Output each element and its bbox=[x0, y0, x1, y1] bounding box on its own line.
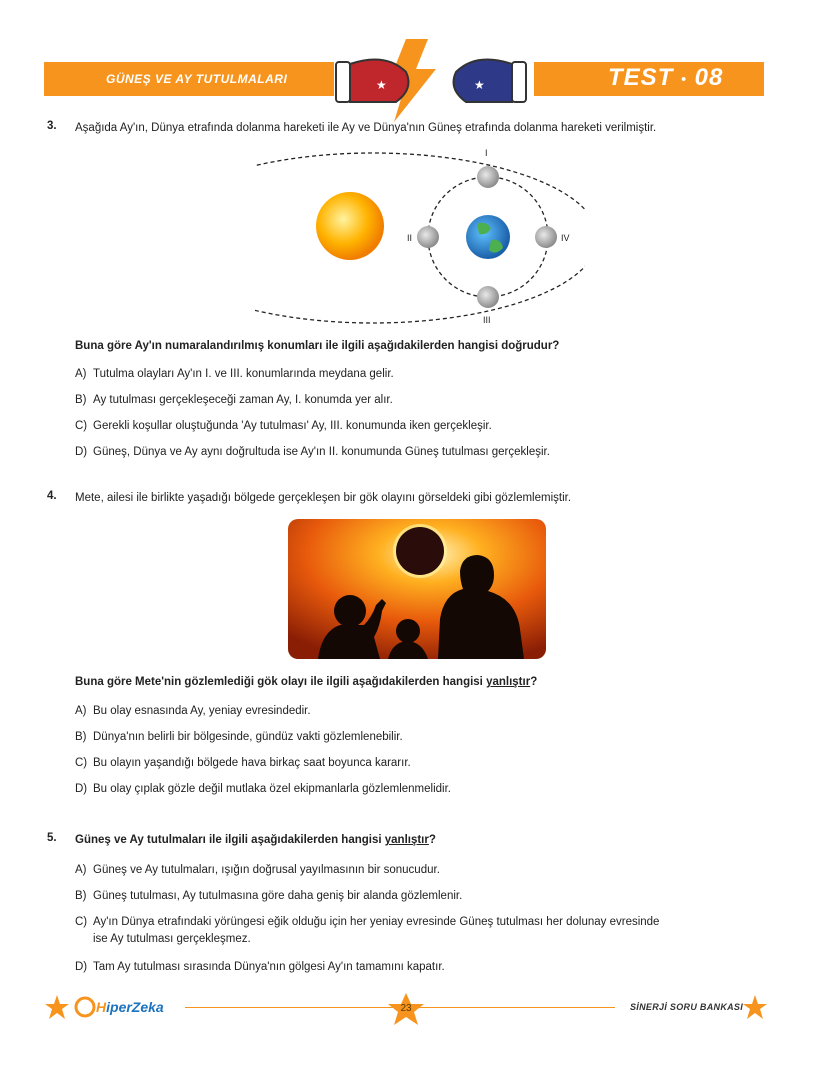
option-d[interactable]: D) Tam Ay tutulması sırasında Dünya'nın gölgesi Ay'ın tamamını kapatır. bbox=[75, 961, 445, 973]
option-c[interactable]: C) Gerekli koşullar oluştuğunda 'Ay tutulması' Ay, III. konumunda iken gerçekleşir. bbox=[75, 420, 492, 432]
sun-icon bbox=[316, 192, 384, 260]
svg-text:★: ★ bbox=[376, 78, 387, 92]
earth-icon bbox=[466, 215, 510, 259]
moon-position-2-icon bbox=[417, 226, 439, 248]
option-a[interactable]: A) Bu olay esnasında Ay, yeniay evresindedir. bbox=[75, 705, 311, 717]
question-number: 3. bbox=[47, 120, 57, 132]
option-d[interactable]: D) Bu olay çıplak gözle değil mutlaka özel ekipmanlarla gözlemlenmelidir. bbox=[75, 783, 451, 795]
unit-title: GÜNEŞ VE AY TUTULMALARI bbox=[106, 72, 288, 86]
label-II: II bbox=[407, 233, 413, 243]
page-number: 23 bbox=[400, 1003, 412, 1014]
option-b[interactable]: B) Güneş tutulması, Ay tutulmasına göre daha geniş bir alanda gözlemlenir. bbox=[75, 890, 463, 902]
option-c[interactable]: C) Bu olayın yaşandığı bölgede hava birkaç saat boyunca kararır. bbox=[75, 757, 411, 769]
question-number: 5. bbox=[47, 832, 57, 844]
boxing-gloves-icon bbox=[326, 34, 536, 124]
question-stem: Mete, ailesi ile birlikte yaşadığı bölgede gerçekleşen bir gök olayını görseldeki gibi gözlemlemiştir. bbox=[75, 492, 572, 504]
option-d[interactable]: D) Güneş, Dünya ve Ay aynı doğrultuda ise Ay'ın II. konumunda Güneş tutulması gerçekleşir. bbox=[75, 446, 550, 458]
brand-name: HiperZeka bbox=[96, 999, 164, 1015]
label-I: I bbox=[485, 148, 488, 158]
question-number: 4. bbox=[47, 490, 57, 502]
question-prompt: Buna göre Mete'nin gözlemlediği gök olayı ile ilgili aşağıdakilerden hangisi yanlıştır? bbox=[75, 676, 538, 688]
option-b[interactable]: B) Ay tutulması gerçekleşeceği zaman Ay, I. konumda yer alır. bbox=[75, 394, 393, 406]
option-a[interactable]: A) Tutulma olayları Ay'ın I. ve III. konumlarında meydana gelir. bbox=[75, 368, 394, 380]
star-icon bbox=[742, 994, 768, 1020]
star-icon bbox=[44, 994, 70, 1020]
moon-position-1-icon bbox=[477, 166, 499, 188]
brand-logo-icon bbox=[74, 996, 96, 1018]
test-label: TEST • 08 bbox=[608, 64, 724, 91]
question-stem: Aşağıda Ay'ın, Dünya etrafında dolanma hareketi ile Ay ve Dünya'nın Güneş etrafında dolanma hareketi verilmiştir. bbox=[75, 122, 657, 134]
moon-position-4-icon bbox=[535, 226, 557, 248]
option-c[interactable]: C) Ay'ın Dünya etrafındaki yörüngesi eğik olduğu için her yeniay evresinde Güneş tutulması her dolunay evresinde ise Ay tutulması gerçekleşmez. bbox=[75, 916, 660, 945]
option-b[interactable]: B) Dünya'nın belirli bir bölgesinde, gündüz vakti gözlemlenebilir. bbox=[75, 731, 403, 743]
option-a[interactable]: A) Güneş ve Ay tutulmaları, ışığın doğrusal yayılmasının bir sonucudur. bbox=[75, 864, 440, 876]
svg-text:★: ★ bbox=[474, 78, 485, 92]
question-prompt: Güneş ve Ay tutulmaları ile ilgili aşağıdakilerden hangisi yanlıştır? bbox=[75, 834, 436, 846]
series-title: SİNERJİ SORU BANKASI bbox=[630, 1002, 744, 1012]
page-header bbox=[44, 60, 764, 98]
label-III: III bbox=[483, 315, 491, 325]
label-IV: IV bbox=[561, 233, 570, 243]
eclipse-photo bbox=[288, 519, 546, 659]
question-prompt: Buna göre Ay'ın numaralandırılmış konumları ile ilgili aşağıdakilerden hangisi doğrudur? bbox=[75, 340, 560, 352]
moon-position-3-icon bbox=[477, 286, 499, 308]
orbit-diagram bbox=[255, 140, 585, 330]
